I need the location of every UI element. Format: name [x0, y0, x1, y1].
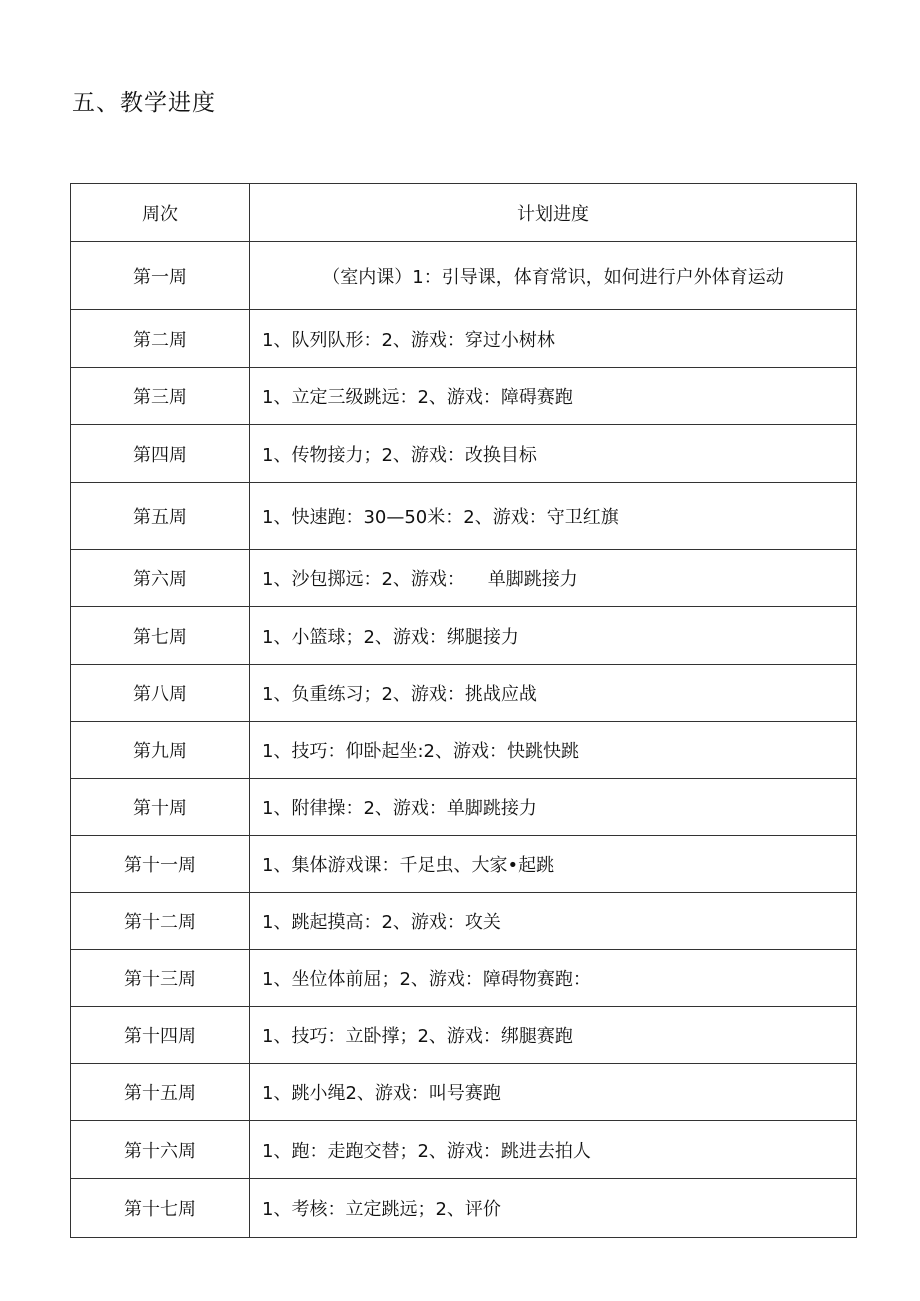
week-cell: 第八周 [71, 665, 250, 722]
week-cell: 第五周 [71, 483, 250, 550]
table-row [71, 368, 857, 425]
table-row [71, 1064, 857, 1121]
table-row [71, 779, 857, 836]
plan-cell: （室内课）1：引导课，体育常识，如何进行户外体育运动 [250, 242, 857, 310]
week-cell: 第四周 [71, 425, 250, 483]
table-row [71, 1179, 857, 1238]
plan-cell: 1、沙包掷远：2、游戏： 单脚跳接力 [250, 550, 857, 607]
week-cell: 第十一周 [71, 836, 250, 893]
plan-cell: 1、附律操：2、游戏：单脚跳接力 [250, 779, 857, 836]
week-cell: 第三周 [71, 368, 250, 425]
table-header-row [71, 184, 857, 242]
header-week: 周次 [71, 184, 250, 242]
table-row [71, 483, 857, 550]
week-cell: 第二周 [71, 310, 250, 368]
plan-cell: 1、技巧：仰卧起坐:2、游戏：快跳快跳 [250, 722, 857, 779]
week-cell: 第十六周 [71, 1121, 250, 1179]
table-row [71, 425, 857, 483]
table-row [71, 1121, 857, 1179]
table-row [71, 607, 857, 665]
week-cell: 第十周 [71, 779, 250, 836]
table-row [71, 1007, 857, 1064]
plan-cell: 1、集体游戏课：千足虫、大家•起跳 [250, 836, 857, 893]
plan-cell: 1、跳小绳2、游戏：叫号赛跑 [250, 1064, 857, 1121]
week-cell: 第七周 [71, 607, 250, 665]
table-row [71, 836, 857, 893]
plan-cell: 1、快速跑：30—50米：2、游戏：守卫红旗 [250, 483, 857, 550]
week-cell: 第十七周 [71, 1179, 250, 1238]
table-row [71, 550, 857, 607]
table-row [71, 950, 857, 1007]
plan-cell: 1、小篮球；2、游戏：绑腿接力 [250, 607, 857, 665]
page-title: 五、教学进度 [72, 90, 216, 116]
table-row [71, 310, 857, 368]
plan-cell: 1、传物接力；2、游戏：改换目标 [250, 425, 857, 483]
week-cell: 第十四周 [71, 1007, 250, 1064]
table-row [71, 893, 857, 950]
week-cell: 第六周 [71, 550, 250, 607]
week-cell: 第十二周 [71, 893, 250, 950]
table-row [71, 722, 857, 779]
plan-cell: 1、坐位体前屈；2、游戏：障碍物赛跑： [250, 950, 857, 1007]
plan-cell: 1、考核：立定跳远；2、评价 [250, 1179, 857, 1238]
table-row [71, 242, 857, 310]
table-row [71, 665, 857, 722]
plan-cell: 1、负重练习；2、游戏：挑战应战 [250, 665, 857, 722]
week-cell: 第十五周 [71, 1064, 250, 1121]
plan-cell: 1、队列队形：2、游戏：穿过小树林 [250, 310, 857, 368]
plan-cell: 1、跳起摸高：2、游戏：攻关 [250, 893, 857, 950]
header-plan: 计划进度 [250, 184, 857, 242]
schedule-table [70, 183, 857, 1238]
plan-cell: 1、跑：走跑交替；2、游戏：跳进去拍人 [250, 1121, 857, 1179]
week-cell: 第十三周 [71, 950, 250, 1007]
plan-cell: 1、立定三级跳远：2、游戏：障碍赛跑 [250, 368, 857, 425]
week-cell: 第一周 [71, 242, 250, 310]
plan-cell: 1、技巧：立卧撑；2、游戏：绑腿赛跑 [250, 1007, 857, 1064]
week-cell: 第九周 [71, 722, 250, 779]
